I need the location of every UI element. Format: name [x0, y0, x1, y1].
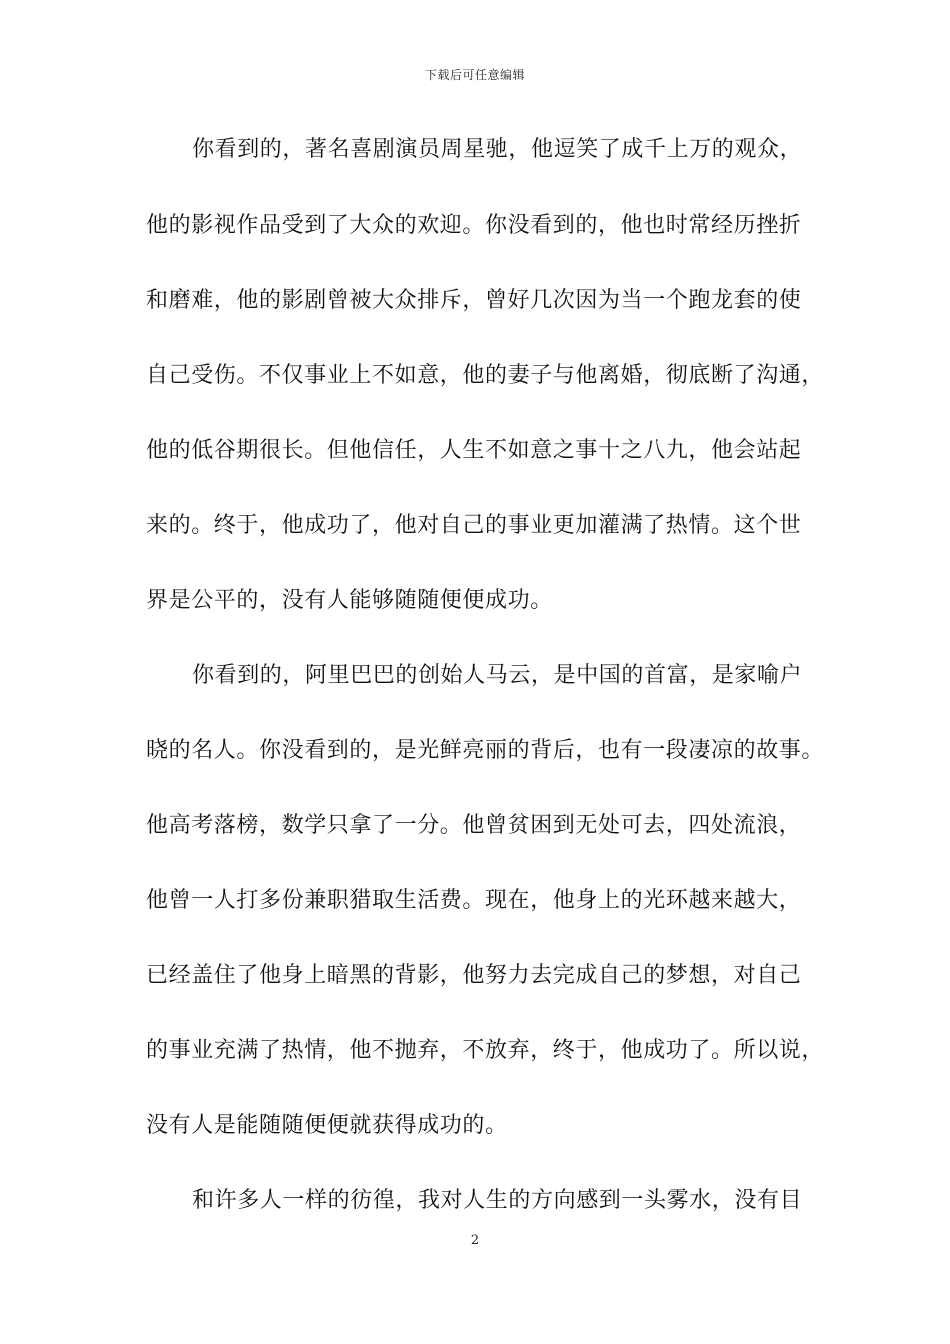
text-line: 他的低谷期很长。但他信任，人生不如意之事十之八九，他会站起 [146, 438, 802, 463]
text-line: 自己受伤。不仅事业上不如意，他的妻子与他离婚，彻底断了沟通， [146, 363, 825, 388]
text-line: 已经盖住了他身上暗黑的背影，他努力去完成自己的梦想，对自己 [146, 963, 802, 988]
text-line: 没有人是能随随便便就获得成功的。 [146, 1113, 508, 1138]
page-number: 2 [470, 1233, 480, 1248]
text-line: 和磨难，他的影剧曾被大众排斥，曾好几次因为当一个跑龙套的使 [146, 288, 802, 313]
text-line: 他的影视作品受到了大众的欢迎。你没看到的，他也时常经历挫折 [146, 213, 802, 238]
text-line: 的事业充满了热情，他不抛弃，不放弃，终于，他成功了。所以说， [146, 1038, 825, 1063]
text-line: 来的。终于，他成功了，他对自己的事业更加灌满了热情。这个世 [146, 513, 802, 538]
text-line: 他高考落榜，数学只拿了一分。他曾贫困到无处可去，四处流浪， [146, 813, 802, 838]
text-line: 界是公平的，没有人能够随随便便成功。 [146, 588, 553, 613]
text-line: 和许多人一样的彷徨，我对人生的方向感到一头雾水，没有目 [192, 1188, 803, 1213]
header-note: 下载后可任意编辑 [424, 68, 525, 82]
text-line: 你看到的，著名喜剧演员周星驰，他逗笑了成千上万的观众， [192, 137, 803, 162]
text-line: 晓的名人。你没看到的，是光鲜亮丽的背后，也有一段凄凉的故事。 [146, 738, 825, 763]
text-line: 你看到的，阿里巴巴的创始人马云，是中国的首富，是家喻户 [192, 663, 803, 688]
text-line: 他曾一人打多份兼职猎取生活费。现在，他身上的光环越来越大， [146, 888, 802, 913]
